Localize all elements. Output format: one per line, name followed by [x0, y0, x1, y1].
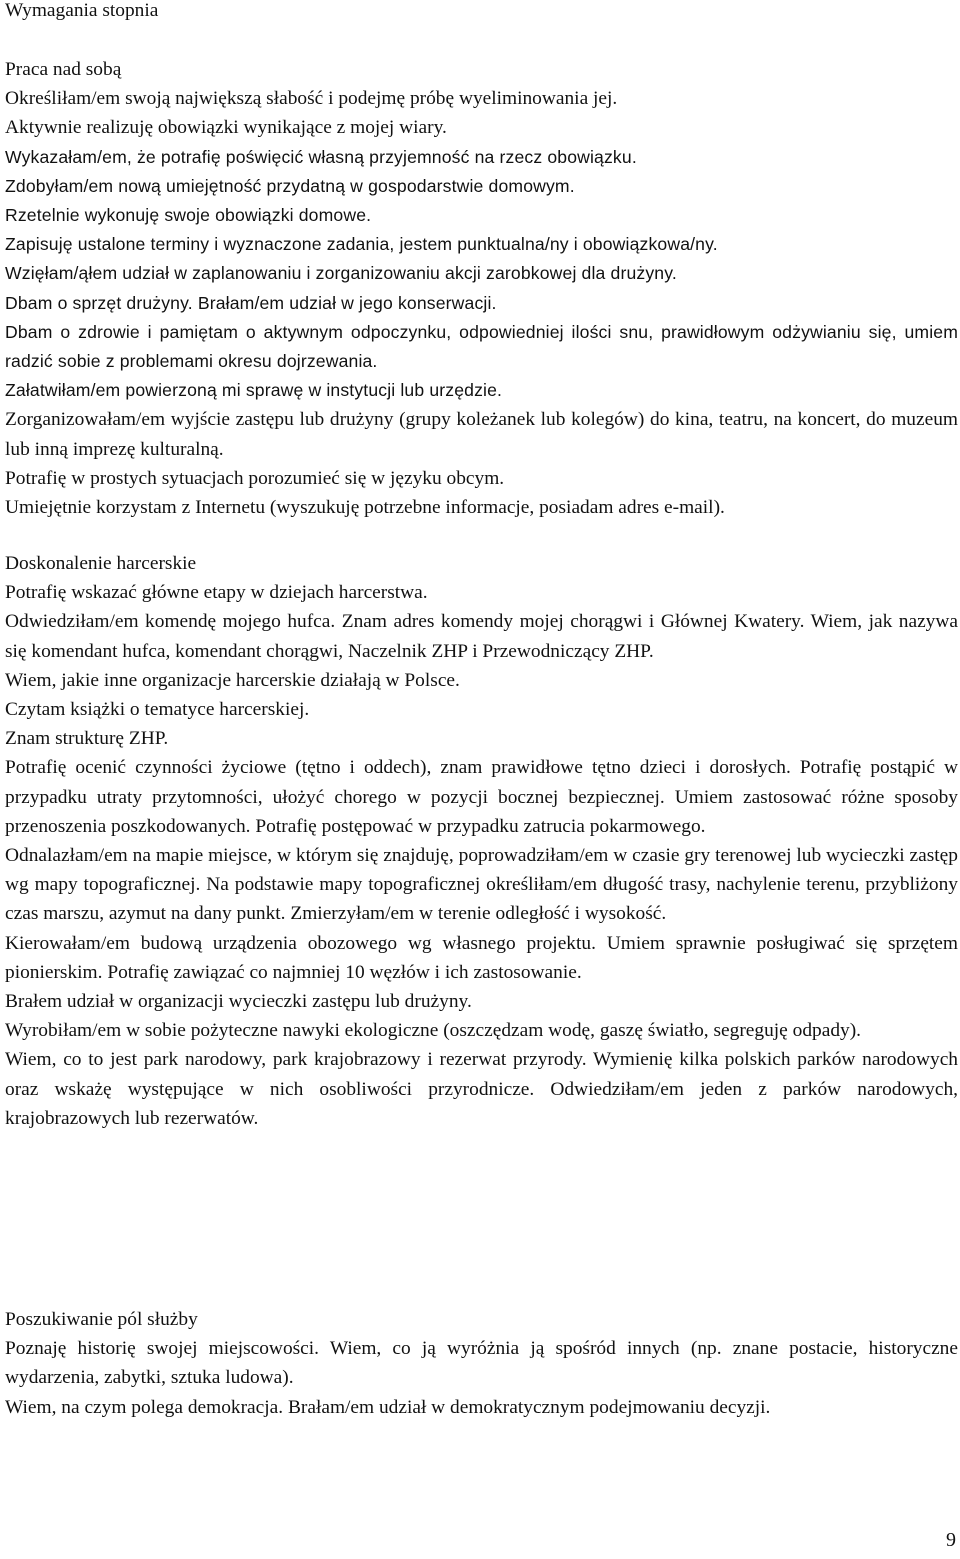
requirement-paragraph: Umiejętnie korzystam z Internetu (wyszukuję potrzebne informacje, posiadam adres e-mail). — [5, 497, 725, 519]
requirement-paragraph: Zdobyłam/em nową umiejętność przydatną w gospodarstwie domowym. — [5, 175, 575, 196]
requirement-paragraph: Aktywnie realizuję obowiązki wynikające z mojej wiary. — [5, 117, 447, 139]
requirement-paragraph: Określiłam/em swoją największą słabość i podejmę próbę wyeliminowania jej. — [5, 88, 618, 110]
requirement-paragraph: Wiem, na czym polega demokracja. Brałam/em udział w demokratycznym podejmowaniu decyzji. — [5, 1396, 771, 1418]
requirement-paragraph: Czytam książki o tematyce harcerskiej. — [5, 699, 310, 721]
requirement-paragraph: Zorganizowałam/em wyjście zastępu lub drużyny (grupy koleżanek lub kolegów) do kina, teatru, na koncert, do muzeum lub inną imprezę kulturalną. — [5, 409, 958, 460]
requirement-paragraph: Dbam o zdrowie i pamiętam o aktywnym odpoczynku, odpowiedniej ilości snu, prawidłowym odżywianiu się, umiem radzić sobie z problemami okresu dojrzewania. — [5, 321, 958, 372]
requirement-paragraph: Zapisuję ustalone terminy i wyznaczone zadania, jestem punktualna/ny i obowiązkowa/ny. — [5, 234, 718, 255]
requirement-paragraph: Potrafię w prostych sytuacjach porozumieć się w języku obcym. — [5, 467, 505, 489]
section-praca-nad-soba — [5, 55, 958, 522]
requirement-paragraph: Wiem, co to jest park narodowy, park krajobrazowy i rezerwat przyrody. Wymienię kilka polskich parków narodowych oraz wskażę występujące w nich osobliwości przyrodnicze. Odwiedziłam/em jeden z parków narodowych, krajobrazowych lub rezerwatów. — [5, 1049, 958, 1129]
requirement-paragraph: Poznaję historię swojej miejscowości. Wiem, co ją wyróżnia ją spośród innych (np. znane postacie, historyczne wydarzenia, zabytki, sztuka ludowa). — [5, 1338, 958, 1389]
requirement-paragraph: Odwiedziłam/em komendę mojego hufca. Znam adres komendy mojej chorągwi i Głównej Kwatery. Wiem, jak nazywa się komendant hufca, komendant chorągwi, Naczelnik ZHP i Przewodniczący ZHP. — [5, 611, 958, 662]
section-doskonalenie-harcerskie — [5, 549, 958, 1133]
requirement-paragraph: Znam strukturę ZHP. — [5, 728, 169, 750]
requirement-paragraph: Dbam o sprzęt drużyny. Brałam/em udział w jego konserwacji. — [5, 292, 497, 313]
requirement-paragraph: Rzetelnie wykonuję swoje obowiązki domowe. — [5, 205, 372, 226]
requirement-paragraph: Wzięłam/ąłem udział w zaplanowaniu i zorganizowaniu akcji zarobkowej dla drużyny. — [5, 263, 677, 284]
requirement-paragraph: Załatwiłam/em powierzoną mi sprawę w instytucji lub urzędzie. — [5, 380, 503, 401]
requirement-paragraph: Brałem udział w organizacji wycieczki zastępu lub drużyny. — [5, 991, 472, 1013]
requirement-paragraph: Wykazałam/em, że potrafię poświęcić własną przyjemność na rzecz obowiązku. — [5, 146, 637, 167]
section-poszukiwanie-pol-sluzby — [5, 1305, 958, 1422]
page-title: Wymagania stopnia — [5, 0, 159, 21]
section-heading: Poszukiwanie pól służby — [5, 1309, 198, 1330]
requirement-paragraph: Potrafię ocenić czynności życiowe (tętno i oddech), znam prawidłowe tętno dzieci i dorosłych. Potrafię postąpić w przypadku utraty przytomności, ułożyć chorego w pozycji bocznej bezpiecznej. Umiem zastosować różne sposoby przenoszenia poszkodowanych. Potrafię postępować w przypadku zatrucia pokarmowego. — [5, 757, 958, 837]
section-heading: Doskonalenie harcerskie — [5, 553, 197, 574]
page-number: 9 — [946, 1529, 956, 1551]
requirement-paragraph: Potrafię wskazać główne etapy w dziejach harcerstwa. — [5, 582, 428, 604]
requirement-paragraph: Wyrobiłam/em w sobie pożyteczne nawyki ekologiczne (oszczędzam wodę, gaszę światło, segreguję odpady). — [5, 1020, 862, 1042]
section-heading: Praca nad sobą — [5, 59, 122, 80]
requirement-paragraph: Wiem, jakie inne organizacje harcerskie działają w Polsce. — [5, 669, 460, 691]
requirement-paragraph: Odnalazłam/em na mapie miejsce, w którym się znajduję, poprowadziłam/em w czasie gry terenowej lub wycieczki zastęp wg mapy topograficznej. Na podstawie mapy topograficznej określiłam/em długość trasy, nachylenie terenu, przybliżony czas marszu, azymut na dany punkt. Zmierzyłam/em w terenie odległość i wysokość. — [5, 845, 958, 925]
requirement-paragraph: Kierowałam/em budową urządzenia obozowego wg własnego projektu. Umiem sprawnie posługiwać się sprzętem pionierskim. Potrafię zawiązać co najmniej 10 węzłów i ich zastosowanie. — [5, 932, 958, 983]
document-page — [5, 0, 958, 1418]
